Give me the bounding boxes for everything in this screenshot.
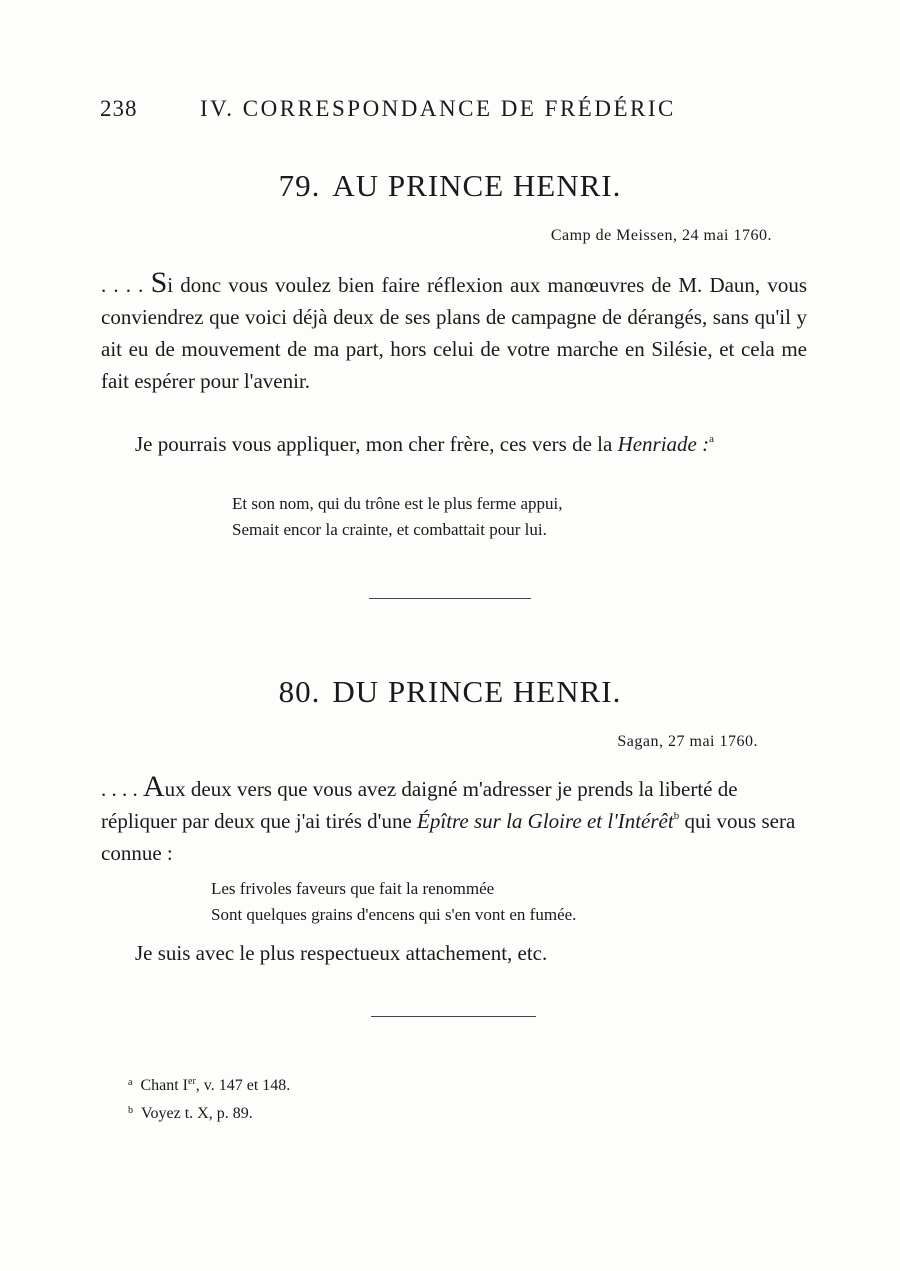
- footnote-superscript: er: [188, 1076, 196, 1087]
- verse-line: Sont quelques grains d'encens qui s'en vont en fumée.: [211, 905, 577, 924]
- footnote-ref-b: b: [673, 810, 680, 822]
- letter-title: AU PRINCE HENRI.: [332, 168, 622, 203]
- footnote-text: Chant I: [140, 1077, 188, 1094]
- paragraph-text: ux deux vers que vous avez daigné m'adresser je prends la liberté de répliquer par deux que j'ai tirés d'une: [101, 777, 738, 833]
- letter-79-heading: [0, 168, 900, 204]
- ellipsis-lead: . . . .: [101, 273, 151, 297]
- paragraph-text: Je pourrais vous appliquer, mon cher frère, ces vers de la: [135, 432, 618, 456]
- letter-80-dateline: Sagan, 27 mai 1760.: [617, 733, 758, 750]
- letter-80-paragraph-1: [101, 771, 807, 869]
- footnote-mark: b: [128, 1105, 133, 1116]
- initial-letter: A: [143, 770, 165, 803]
- letter-79-verse: [232, 491, 563, 543]
- section-divider: [369, 598, 531, 599]
- ellipsis-lead: . . . .: [101, 777, 143, 801]
- henriade-title: Henriade :: [617, 432, 710, 456]
- verse-line: Et son nom, qui du trône est le plus ferme appui,: [232, 494, 563, 513]
- running-title: IV. CORRESPONDANCE DE FRÉDÉRIC: [200, 96, 676, 121]
- footnote-text: , v. 147 et 148.: [195, 1077, 291, 1094]
- letter-80-heading: [0, 674, 900, 710]
- letter-80-closing: Je suis avec le plus respectueux attachement, etc.: [135, 941, 548, 965]
- footnote-divider: [371, 1016, 536, 1017]
- paragraph-text: i donc vous voulez bien faire réflexion aux manœuvres de M. Daun, vous conviendrez que voici déjà deux de ses plans de campagne de dérangés, sans qu'il y ait eu de mouvement de ma part, hors celui de votre marche en Silésie, et cela me fait espérer pour l'avenir.: [101, 273, 807, 393]
- letter-80-verse: [211, 876, 576, 928]
- footnote-b: [128, 1098, 290, 1126]
- running-head: [100, 96, 800, 126]
- footnote-ref-a: a: [709, 433, 715, 445]
- letter-79-paragraph-2: [101, 428, 807, 460]
- verse-line: Semait encor la crainte, et combattait pour lui.: [232, 520, 547, 539]
- page-number: 238: [100, 96, 138, 121]
- letter-79-dateline: Camp de Meissen, 24 mai 1760.: [550, 227, 772, 244]
- footnote-text: Voyez t. X, p. 89.: [141, 1105, 253, 1122]
- letter-title: DU PRINCE HENRI.: [332, 674, 622, 709]
- footnote-mark: a: [128, 1077, 133, 1088]
- letter-number: 80.: [278, 674, 321, 709]
- footnotes: [128, 1070, 290, 1126]
- verse-line: Les frivoles faveurs que fait la renommée: [211, 879, 495, 898]
- epitre-title: Épître sur la Gloire et l'Intérêt: [417, 809, 674, 833]
- letter-number: 79.: [278, 168, 321, 203]
- letter-79-paragraph-1: [101, 267, 807, 397]
- footnote-a: [128, 1070, 290, 1098]
- initial-letter: S: [150, 266, 168, 299]
- paragraph-text: qui vous sera connue :: [101, 809, 796, 865]
